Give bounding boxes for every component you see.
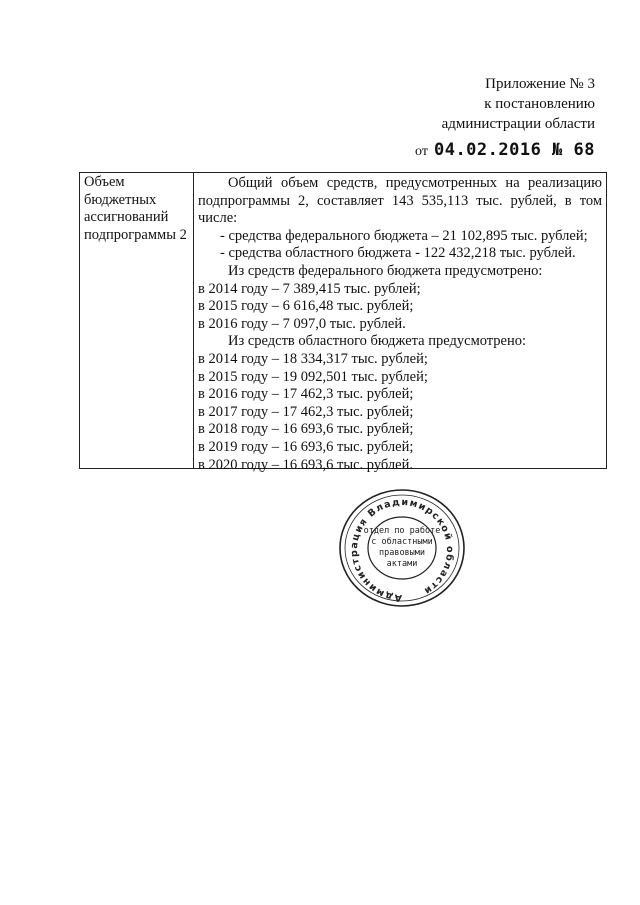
seal-center-line: с областными [371,537,433,547]
federal-year-row: в 2016 году – 7 097,0 тыс. рублей. [198,315,406,332]
table-content-cell [194,173,606,473]
federal-budget-total: - средства федерального бюджета – 21 102,895 тыс. рублей; [220,227,588,244]
regional-budget-total: - средства областного бюджета - 122 432,218 тыс. рублей. [220,245,576,262]
total-volume-paragraph: Общий объем средств, предусмотренных на реализацию подпрограммы 2, составляет 143 535,113 тыс. рублей, в том числе: [198,175,602,227]
official-stamp-seal [336,487,468,609]
appendix-administration: администрации области [441,116,595,132]
resolution-date-line [380,140,595,162]
label-line: Объем [84,174,125,190]
seal-center-line: отдел по работе [363,526,441,536]
table-label-cell [80,173,194,468]
label-line: бюджетных [84,191,157,208]
regional-heading: Из средств областного бюджета предусмотрено: [228,333,527,350]
seal-ring-textpath: Администрация Владимирской области [348,496,456,604]
federal-year-row: в 2014 году – 7 389,415 тыс. рублей; [198,280,421,297]
regional-year-row: в 2015 году – 19 092,501 тыс. рублей; [198,368,428,385]
date-prefix: от [415,144,428,159]
regional-year-row: в 2019 году – 16 693,6 тыс. рублей; [198,438,414,455]
federal-heading: Из средств федерального бюджета предусмотрено: [228,262,543,279]
regional-year-row: в 2018 году – 16 693,6 тыс. рублей; [198,421,414,438]
appendix-header [380,74,595,162]
federal-year-row: в 2015 году – 6 616,48 тыс. рублей; [198,298,414,315]
label-line: подпрограммы 2 [84,226,187,243]
date-number-stamp: 04.02.2016 № 68 [433,140,595,160]
label-line: ассигнований [84,209,169,226]
appendix-to-resolution: к постановлению [484,96,595,112]
seal-graphic [336,487,468,609]
budget-table [79,172,607,473]
regional-year-row: в 2017 году – 17 462,3 тыс. рублей; [198,403,414,420]
seal-center-line: актами [386,559,418,569]
regional-year-row: в 2020 году – 16 693,6 тыс. рублей. [198,456,413,473]
regional-year-row: в 2014 году – 18 334,317 тыс. рублей; [198,350,428,367]
regional-year-row: в 2016 году – 17 462,3 тыс. рублей; [198,386,414,403]
seal-center-line: правовыми [378,548,426,558]
appendix-title: Приложение № 3 [485,76,595,92]
